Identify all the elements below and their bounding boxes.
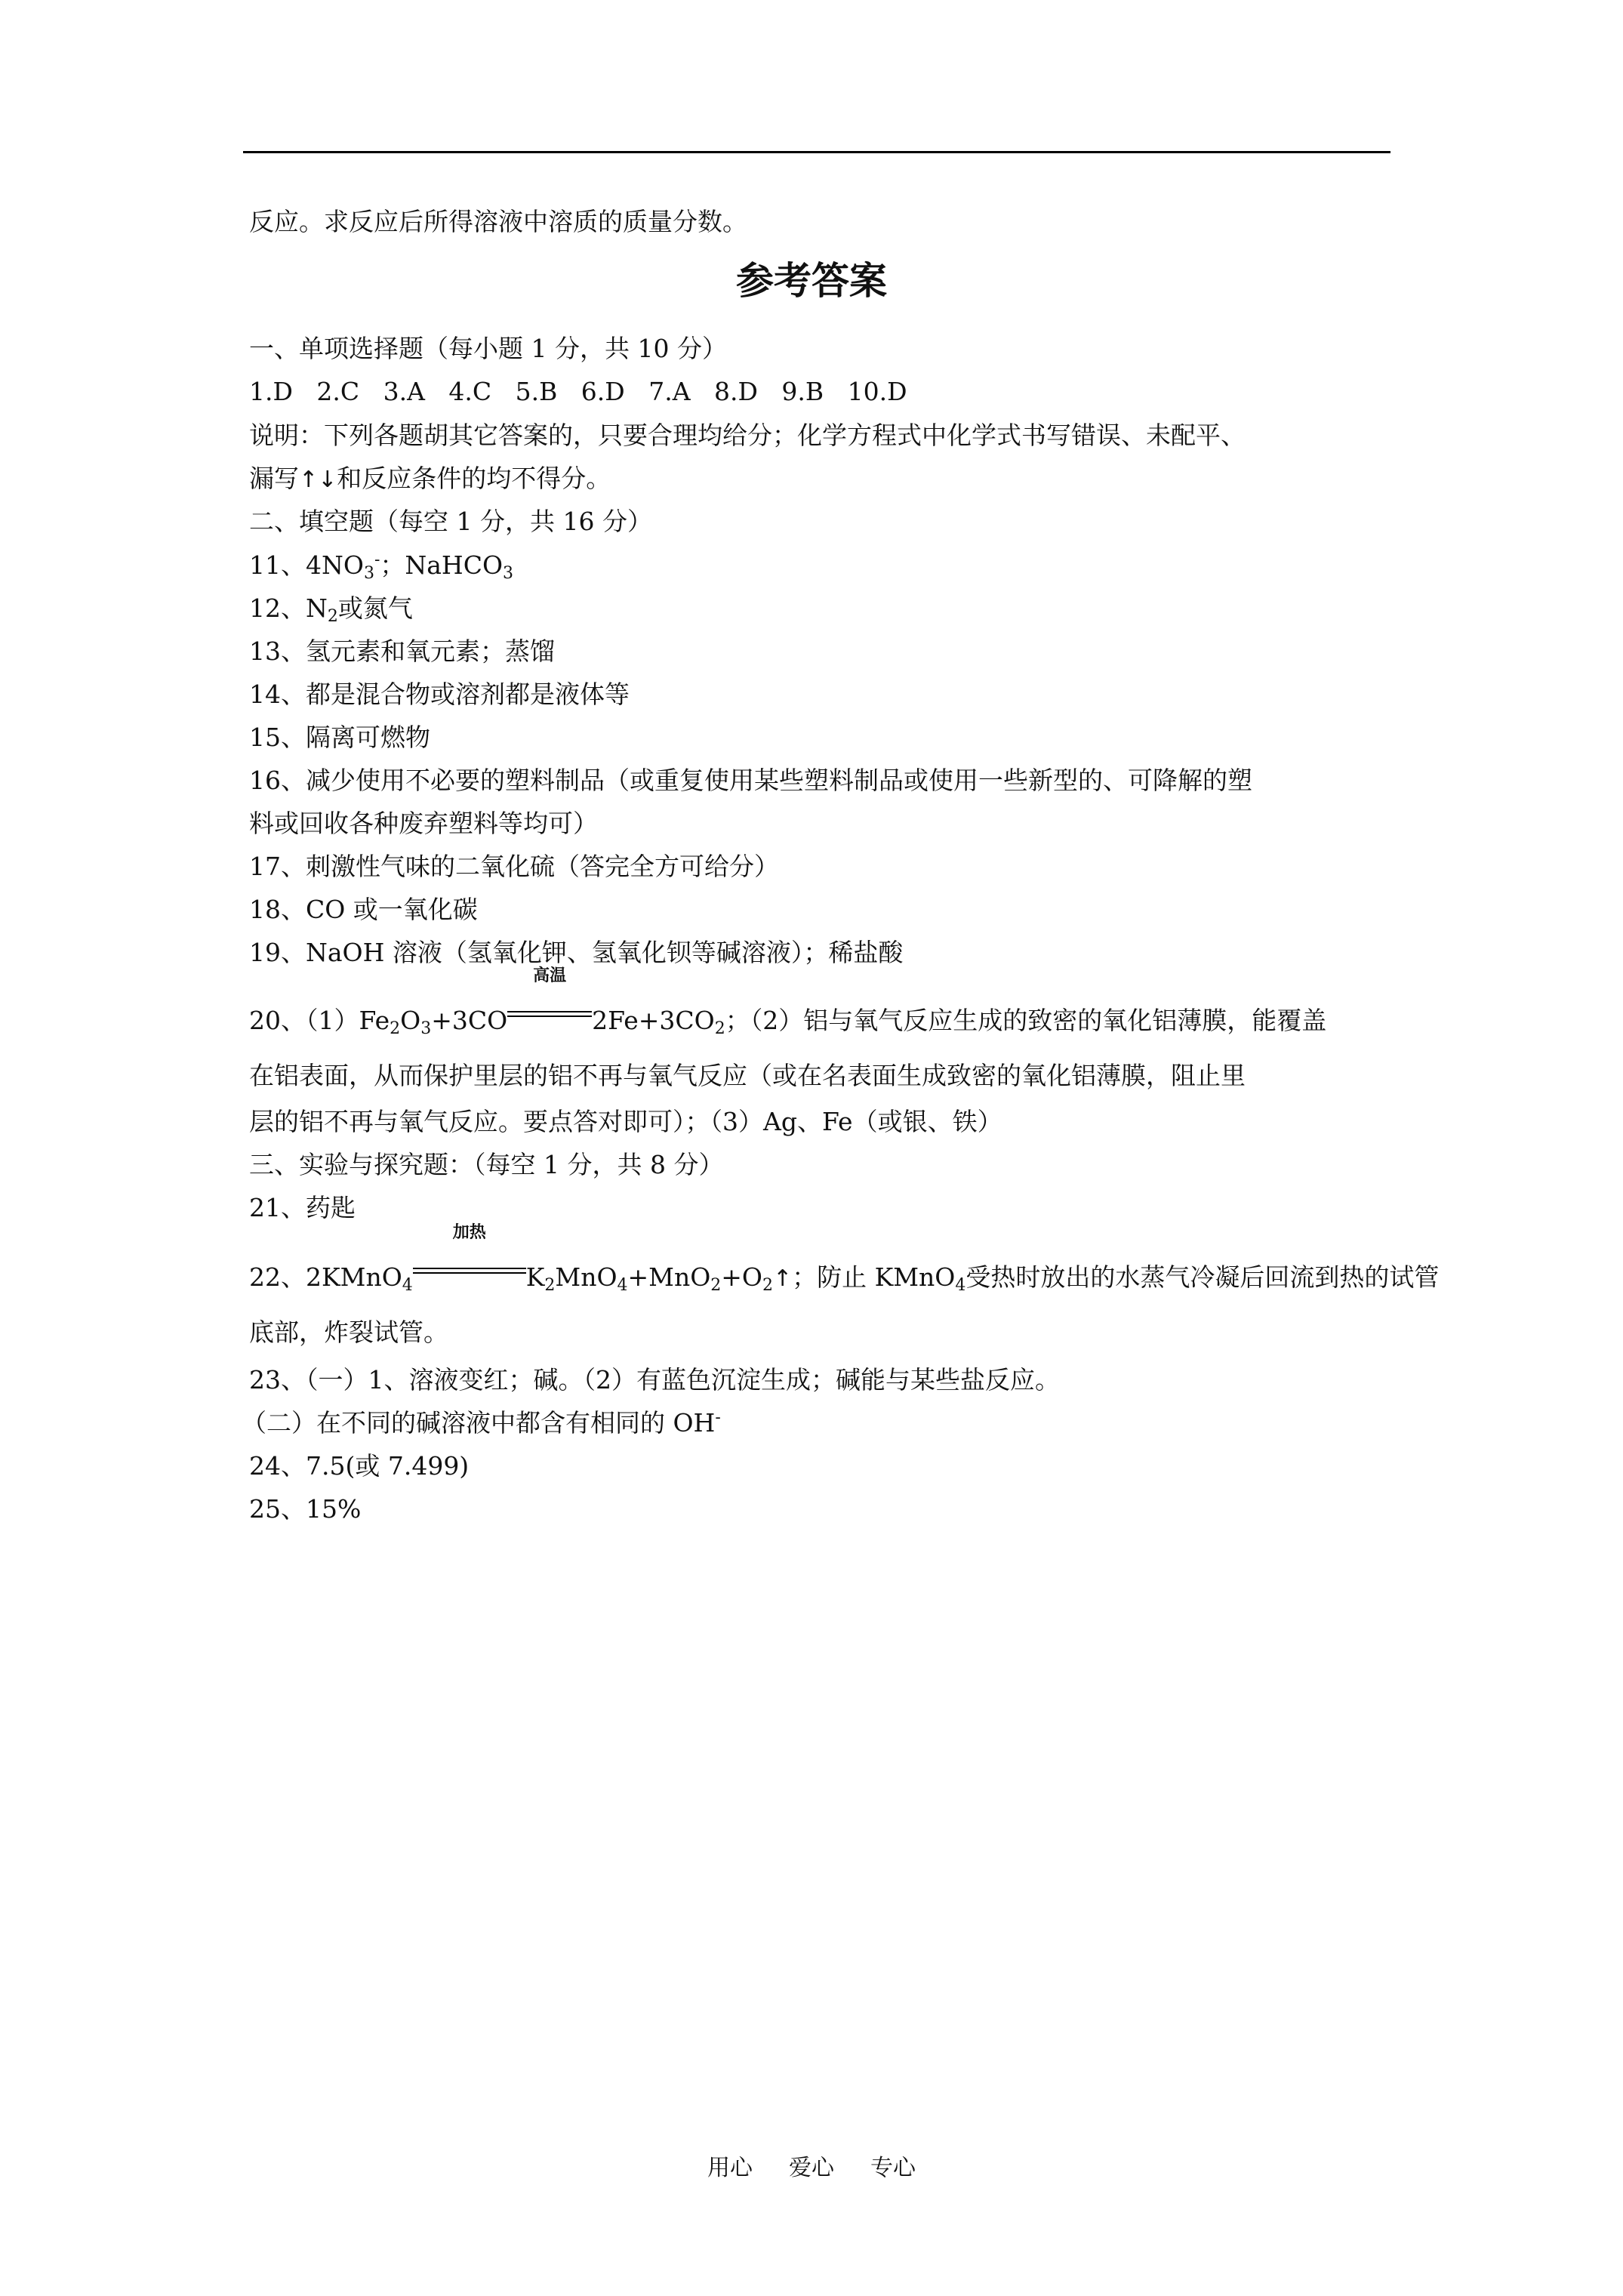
- formula-text: 2KMnO: [306, 1262, 402, 1292]
- superscript: -: [374, 550, 380, 569]
- up-arrow-icon: ↑: [772, 1265, 793, 1292]
- subscript: 4: [955, 1276, 966, 1295]
- section3-heading: 三、实验与探究题：（每空 1 分，共 8 分）: [249, 1150, 724, 1179]
- intro-text: 反应。求反应后所得溶液中溶质的质量分数。: [249, 207, 747, 236]
- note-line1: 说明：下列各题胡其它答案的，只要合理均给分；化学方程式中化学式书写错误、未配平、: [249, 421, 1246, 450]
- note-line2-pre: 漏写: [249, 464, 299, 493]
- double-line: [507, 1011, 592, 1017]
- answer-number: 22、: [249, 1262, 306, 1292]
- section1-heading: 一、单项选择题（每小题 1 分，共 10 分）: [249, 334, 727, 363]
- answer-text: 或氮气: [337, 593, 413, 623]
- answer-number: 12、: [249, 593, 306, 623]
- reaction-equals-sign: [507, 966, 592, 1037]
- page-title: 参考答案: [736, 259, 887, 303]
- subscript: 3: [363, 564, 374, 583]
- answer-number: 11、: [249, 550, 306, 580]
- formula-text: +O: [721, 1262, 762, 1292]
- answer-15: 15、隔离可燃物: [249, 723, 430, 752]
- answer-20-line3: 层的铝不再与氧气反应。要点答对即可）；（3）Ag、Fe（或银、铁）: [249, 1107, 1002, 1136]
- note-line2-post: 和反应条件的均不得分。: [337, 464, 611, 493]
- subscript: 2: [710, 1276, 722, 1295]
- formula-text: +3CO: [431, 1006, 508, 1035]
- reaction-condition: 加热: [452, 1223, 486, 1242]
- answer-20-line1: [249, 966, 1327, 1038]
- formula-text: O: [400, 1006, 421, 1035]
- answer-21: 21、药匙: [249, 1193, 356, 1222]
- reaction-equals-sign: [413, 1223, 526, 1294]
- answer-24: 24、7.5(或 7.499): [249, 1451, 470, 1481]
- answer-18: 18、CO 或一氧化碳: [249, 895, 478, 924]
- double-line: [413, 1268, 526, 1274]
- arrows-icon: ↑↓: [299, 467, 337, 493]
- subscript: 2: [714, 1019, 725, 1038]
- subscript: 3: [503, 564, 514, 583]
- answer-14: 14、都是混合物或溶剂都是液体等: [249, 680, 630, 709]
- subscript: 4: [402, 1276, 413, 1295]
- answer-19: 19、NaOH 溶液（氢氧化钾、氢氧化钡等碱溶液）；稀盐酸: [249, 938, 904, 967]
- subscript: 2: [544, 1276, 556, 1295]
- formula-text: +MnO: [627, 1262, 711, 1292]
- answer-text: ；（2）铝与氧气反应生成的致密的氧化铝薄膜，能覆盖: [725, 1006, 1327, 1035]
- answer-11: [249, 549, 513, 582]
- section1-answers: 1.D 2.C 3.A 4.C 5.B 6.D 7.A 8.D 9.B 10.D: [249, 377, 907, 406]
- reaction-condition: 高温: [533, 966, 567, 985]
- note-line2: [249, 462, 611, 497]
- answer-23-line1: 23、（一）1、溶液变红；碱。（2）有蓝色沉淀生成；碱能与某些盐反应。: [249, 1365, 1060, 1395]
- header-rule: [243, 151, 1390, 153]
- answer-13: 13、氢元素和氧元素；蒸馏: [249, 636, 555, 666]
- formula-text: 2Fe+3CO: [592, 1006, 715, 1035]
- formula-text: Fe: [359, 1006, 390, 1035]
- answer-20-line2: 在铝表面，从而保护里层的铝不再与氧气反应（或在名表面生成致密的氧化铝薄膜，阻止里: [249, 1061, 1246, 1090]
- subscript: 2: [327, 607, 338, 626]
- subscript: 2: [762, 1276, 773, 1295]
- section2-heading: 二、填空题（每空 1 分，共 16 分）: [249, 507, 652, 536]
- subscript: 2: [390, 1019, 401, 1038]
- subscript: 4: [617, 1276, 628, 1295]
- formula-text: K: [525, 1262, 545, 1292]
- answer-16-line1: 16、减少使用不必要的塑料制品（或重复使用某些塑料制品或使用一些新型的、可降解的塑: [249, 766, 1252, 795]
- formula-text: MnO: [555, 1262, 617, 1292]
- answer-text: 受热时放出的水蒸气冷凝后回流到热的试管: [965, 1262, 1440, 1292]
- answer-22-line2: 底部，炸裂试管。: [249, 1318, 448, 1347]
- answer-16-line2: 料或回收各种废弃塑料等均可）: [249, 809, 598, 838]
- part-label: （1）: [306, 1006, 359, 1035]
- footer-word: 用心: [707, 2155, 753, 2181]
- superscript: -: [715, 1408, 721, 1427]
- formula-text: N: [306, 593, 328, 623]
- formula-text: 4NO: [306, 550, 364, 580]
- subscript: 3: [420, 1019, 432, 1038]
- answer-17: 17、刺激性气味的二氧化硫（答完全方可给分）: [249, 852, 779, 881]
- answer-22-line1: [249, 1223, 1440, 1296]
- formula-text: ；NaHCO: [380, 550, 504, 580]
- footer-word: 爱心: [789, 2155, 834, 2181]
- answer-number: 20、: [249, 1006, 306, 1035]
- answer-23-line2: [242, 1407, 721, 1440]
- answer-12: [249, 592, 413, 625]
- answer-text: ；防止 KMnO: [792, 1262, 956, 1292]
- answer-text: （二）在不同的碱溶液中都含有相同的 OH: [242, 1408, 716, 1438]
- answer-25: 25、15%: [249, 1494, 362, 1524]
- footer-word: 专心: [870, 2155, 916, 2181]
- page-footer: [0, 2153, 1623, 2184]
